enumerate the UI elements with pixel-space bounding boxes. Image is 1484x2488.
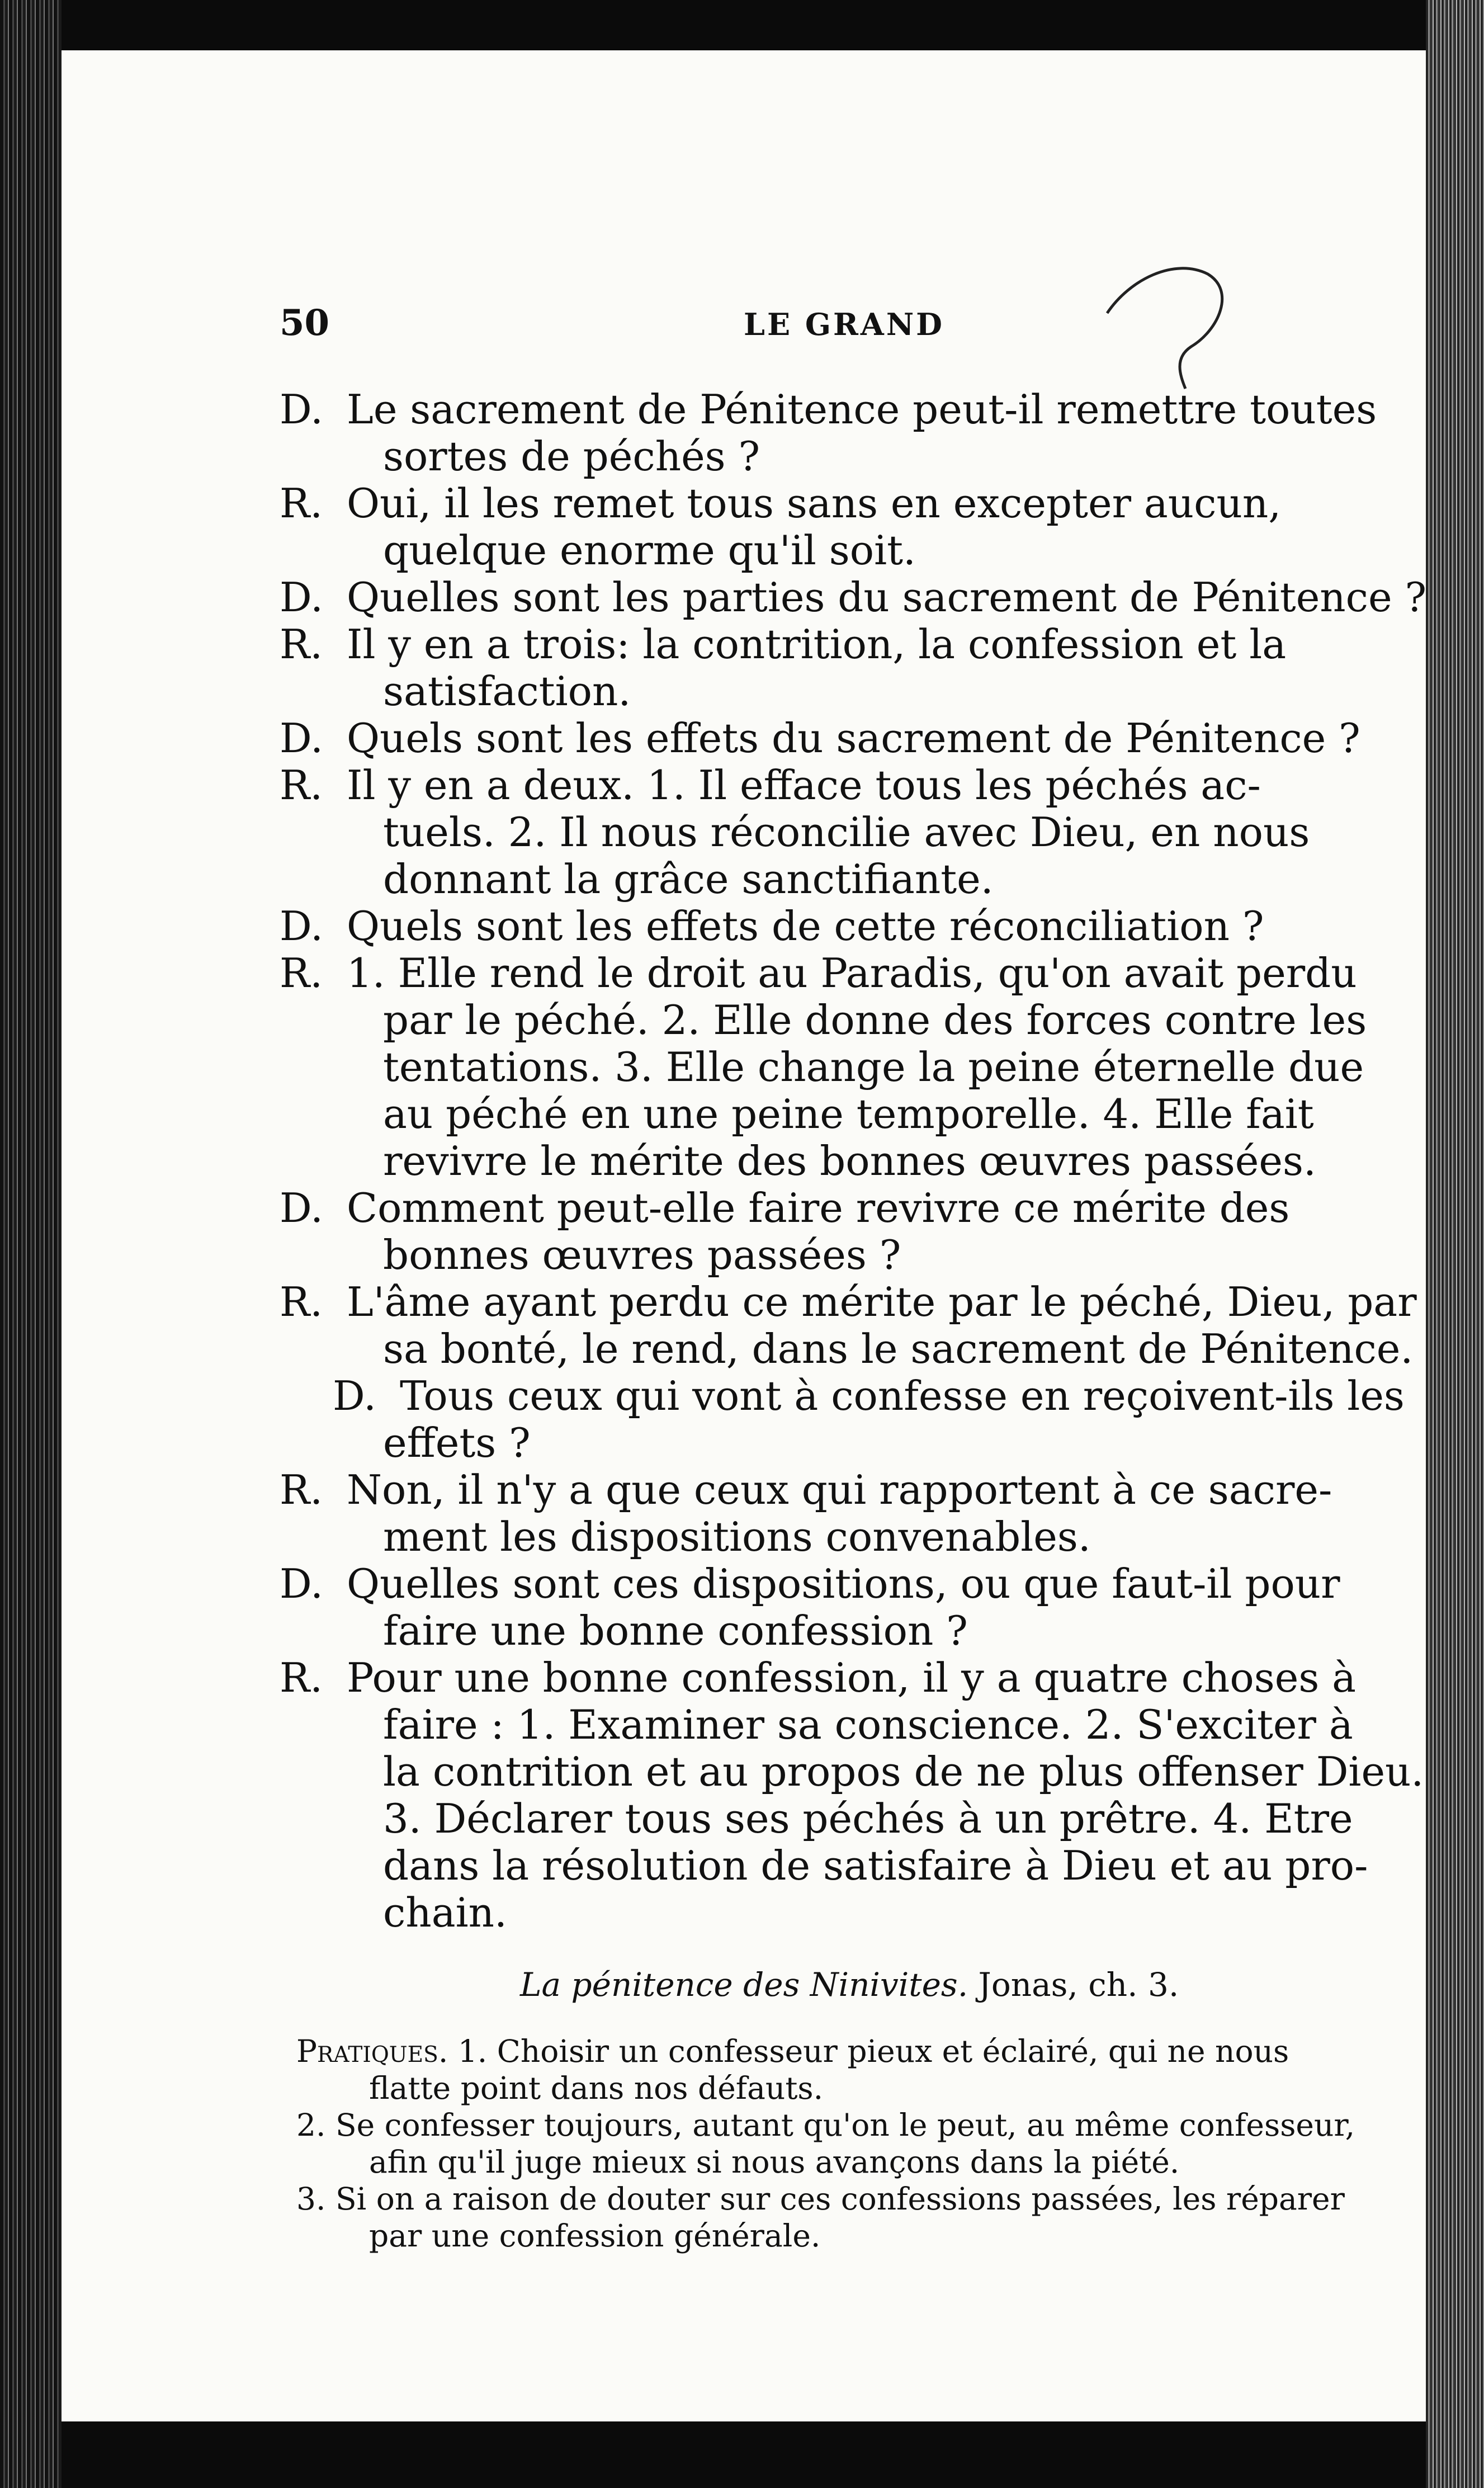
- line-text: Il y en a deux. 1. Il efface tous les péchés ac-: [347, 762, 1261, 809]
- question-block: [280, 386, 1398, 480]
- answer-block: [280, 480, 1398, 574]
- question-marker: D.: [280, 1184, 324, 1231]
- text-line: [280, 1889, 1398, 1936]
- practice-item: [296, 2033, 1415, 2107]
- practice-line: [296, 2033, 1415, 2070]
- question-marker: D.: [280, 386, 324, 433]
- line-text: 1. Elle rend le droit au Paradis, qu'on avait perdu: [347, 950, 1357, 997]
- text-line: [280, 1278, 1417, 1325]
- text-line: [280, 1607, 1398, 1654]
- practice-line: [296, 2217, 1415, 2254]
- text-line: [280, 856, 1398, 903]
- line-text: quelque enorme qu'il soit.: [383, 527, 916, 574]
- line-text: Quelles sont ces dispositions, ou que faut-il pour: [347, 1560, 1340, 1607]
- text-line: [280, 1701, 1398, 1748]
- text-line: [280, 1325, 1414, 1372]
- catechism-questions-answers: [280, 386, 1427, 1936]
- text-line: [280, 1372, 1405, 1419]
- practice-text: par une confession générale.: [369, 2218, 821, 2254]
- practice-number: 3.: [296, 2181, 326, 2217]
- answer-block: [280, 762, 1398, 903]
- line-text: bonnes œuvres passées ?: [383, 1231, 901, 1278]
- caption-title: La pénitence des Ninivites.: [520, 1966, 968, 2004]
- text-line: [280, 1231, 1398, 1278]
- line-text: par le péché. 2. Elle donne des forces contre les: [383, 997, 1367, 1044]
- practice-text: Se confesser toujours, autant qu'on le peut, au même confesseur,: [335, 2107, 1355, 2143]
- text-line: [280, 1044, 1398, 1090]
- line-text: Tous ceux qui vont à confesse en reçoivent-ils les: [400, 1372, 1405, 1419]
- question-block: [280, 574, 1427, 621]
- practice-line: [296, 2070, 1415, 2107]
- line-text: L'âme ayant perdu ce mérite par le péché, Dieu, par: [347, 1278, 1417, 1325]
- answer-block: [280, 621, 1398, 715]
- text-line: [280, 1184, 1398, 1231]
- text-line: [280, 480, 1398, 527]
- line-text: faire : 1. Examiner sa conscience. 2. S'exciter à: [383, 1701, 1353, 1748]
- question-marker: D.: [280, 715, 324, 762]
- line-text: la contrition et au propos de ne plus offenser Dieu.: [383, 1748, 1424, 1795]
- text-line: [280, 762, 1398, 809]
- line-text: donnant la grâce sanctifiante.: [383, 856, 994, 903]
- practice-text: Si on a raison de douter sur ces confessions passées, les réparer: [335, 2181, 1345, 2217]
- text-line: [280, 386, 1398, 433]
- answer-block: [280, 1278, 1417, 1372]
- text-line: [280, 1419, 1398, 1466]
- running-title: LE GRAND: [744, 306, 945, 342]
- practice-text: afin qu'il juge mieux si nous avançons dans la piété.: [369, 2144, 1180, 2180]
- text-line: [280, 1137, 1398, 1184]
- practice-number: Pratiques. 1.: [296, 2033, 488, 2069]
- question-block: [280, 715, 1398, 762]
- question-marker: D.: [333, 1372, 377, 1419]
- line-text: Comment peut-elle faire revivre ce mérite des: [347, 1184, 1290, 1231]
- practice-line: [296, 2107, 1415, 2144]
- question-block: [280, 1184, 1398, 1278]
- text-line: [280, 1748, 1424, 1795]
- answer-marker: R.: [280, 480, 323, 527]
- pen-scribble-mark: [1096, 257, 1241, 391]
- answer-marker: R.: [280, 762, 323, 809]
- text-line: [280, 1842, 1398, 1889]
- illustration-caption: [520, 1966, 1179, 2004]
- line-text: tuels. 2. Il nous réconcilie avec Dieu, en nous: [383, 809, 1310, 856]
- page-number: 50: [280, 302, 330, 344]
- text-line: [280, 1795, 1398, 1842]
- answer-marker: R.: [280, 1654, 323, 1701]
- answer-block: [280, 1466, 1398, 1560]
- line-text: au péché en une peine temporelle. 4. Elle fait: [383, 1090, 1314, 1137]
- practice-line: [296, 2144, 1415, 2180]
- text-line: [280, 1654, 1398, 1701]
- text-line: [280, 668, 1398, 715]
- line-text: satisfaction.: [383, 668, 631, 715]
- line-text: Il y en a trois: la contrition, la confession et la: [347, 621, 1287, 668]
- practice-text: flatte point dans nos défauts.: [369, 2070, 824, 2106]
- text-line: [280, 1513, 1398, 1560]
- line-text: sa bonté, le rend, dans le sacrement de Pénitence.: [383, 1325, 1414, 1372]
- line-text: Quelles sont les parties du sacrement de Pénitence ?: [347, 574, 1427, 621]
- text-line: [280, 1560, 1398, 1607]
- line-text: Le sacrement de Pénitence peut-il remettre toutes: [347, 386, 1377, 433]
- answer-block: [280, 1654, 1424, 1936]
- line-text: effets ?: [383, 1419, 531, 1466]
- line-text: Oui, il les remet tous sans en excepter aucun,: [347, 480, 1282, 527]
- practice-item: [296, 2107, 1415, 2180]
- line-text: Non, il n'y a que ceux qui rapportent à ce sacre-: [347, 1466, 1332, 1513]
- page-edge-right: [1426, 0, 1484, 2488]
- answer-marker: R.: [280, 1278, 323, 1325]
- line-text: dans la résolution de satisfaire à Dieu et au pro-: [383, 1842, 1368, 1889]
- question-marker: D.: [280, 1560, 324, 1607]
- text-line: [280, 1466, 1398, 1513]
- text-line: [280, 433, 1398, 480]
- answer-marker: R.: [280, 621, 323, 668]
- line-text: tentations. 3. Elle change la peine éternelle due: [383, 1044, 1364, 1090]
- practice-number: 2.: [296, 2107, 326, 2143]
- line-text: 3. Déclarer tous ses péchés à un prêtre. 4. Etre: [383, 1795, 1353, 1842]
- text-line: [280, 715, 1398, 762]
- line-text: Quels sont les effets de cette réconciliation ?: [347, 903, 1264, 950]
- line-text: Quels sont les effets du sacrement de Pénitence ?: [347, 715, 1360, 762]
- caption-reference: Jonas, ch. 3.: [968, 1966, 1179, 2004]
- question-block: [280, 1372, 1405, 1466]
- practice-line: [296, 2180, 1415, 2217]
- question-marker: D.: [280, 903, 324, 950]
- line-text: ment les dispositions convenables.: [383, 1513, 1091, 1560]
- text-line: [280, 997, 1398, 1044]
- text-line: [280, 809, 1398, 856]
- line-text: revivre le mérite des bonnes œuvres passées.: [383, 1137, 1316, 1184]
- line-text: chain.: [383, 1889, 507, 1936]
- question-block: [280, 903, 1398, 950]
- line-text: sortes de péchés ?: [383, 433, 760, 480]
- line-text: faire une bonne confession ?: [383, 1607, 968, 1654]
- question-block: [280, 1560, 1398, 1654]
- answer-marker: R.: [280, 1466, 323, 1513]
- practices-section: [296, 2033, 1415, 2254]
- practice-text: Choisir un confesseur pieux et éclairé, qui ne nous: [497, 2033, 1289, 2069]
- answer-marker: R.: [280, 950, 323, 997]
- line-text: Pour une bonne confession, il y a quatre choses à: [347, 1654, 1357, 1701]
- text-line: [280, 903, 1398, 950]
- question-marker: D.: [280, 574, 324, 621]
- page-edge-left: [0, 0, 62, 2488]
- text-line: [280, 1090, 1398, 1137]
- text-line: [280, 574, 1427, 621]
- answer-block: [280, 950, 1398, 1184]
- text-line: [280, 527, 1398, 574]
- text-line: [280, 621, 1398, 668]
- practice-item: [296, 2180, 1415, 2254]
- text-line: [280, 950, 1398, 997]
